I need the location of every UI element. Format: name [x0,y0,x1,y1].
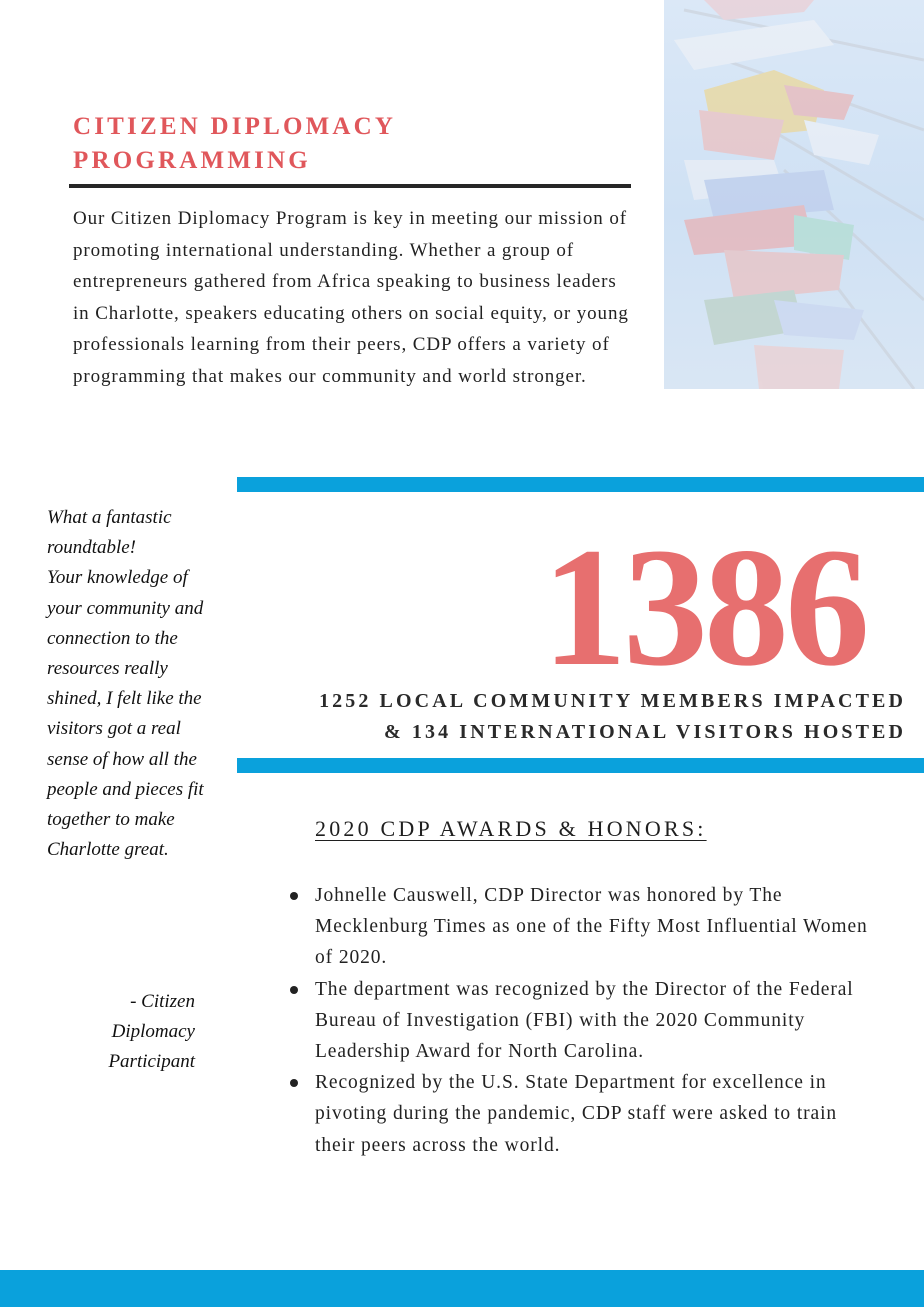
testimonial-attribution: - Citizen Diplomacy Participant [108,991,195,1073]
awards-heading: 2020 CDP AWARDS & HONORS: [315,816,707,841]
bullet-icon [290,986,298,994]
stats-top-bar [237,477,924,492]
flags-photo [664,0,924,389]
title-divider [69,184,631,188]
award-item [315,974,875,1068]
bullet-icon [290,892,298,900]
award-text: The department was recognized by the Director of the Federal Bureau of Investigation (FBI) with the 2020 Community Leadership Award for North Carolina. [315,978,854,1063]
total-impact-number: 1386 [542,513,866,701]
awards-list [315,880,875,1161]
testimonial-quote: What a fantastic roundtable! Your knowledge of your community and connection to the resources really shined, I felt like the visitors got a real sense of how all the people and pieces fit together to make Charlotte great. [47,507,204,861]
bullet-icon [290,1079,298,1087]
footer-bar [0,1270,924,1307]
stats-bottom-bar [237,758,924,773]
award-text: Recognized by the U.S. State Department for excellence in pivoting during the pandemic, CDP staff were asked to train their peers across the world. [315,1072,838,1156]
page-title: CITIZEN DIPLOMACY PROGRAMMING [73,113,397,174]
award-item [315,880,875,974]
intro-paragraph: Our Citizen Diplomacy Program is key in meeting our mission of promoting international understanding. Whether a group of entrepreneurs gathered from Africa speaking to business leaders in Charlotte, speakers educating others on social equity, or young professionals learning from their peers, CDP offers a variety of programming that makes our community and world stronger. [73,208,629,387]
international-visitors-stat: & 134 INTERNATIONAL VISITORS HOSTED [384,721,906,743]
award-item [315,1067,875,1161]
local-members-stat: 1252 LOCAL COMMUNITY MEMBERS IMPACTED [319,690,906,712]
award-text: Johnelle Causwell, CDP Director was honored by The Mecklenburg Times as one of the Fifty Most Influential Women of 2020. [315,885,868,969]
